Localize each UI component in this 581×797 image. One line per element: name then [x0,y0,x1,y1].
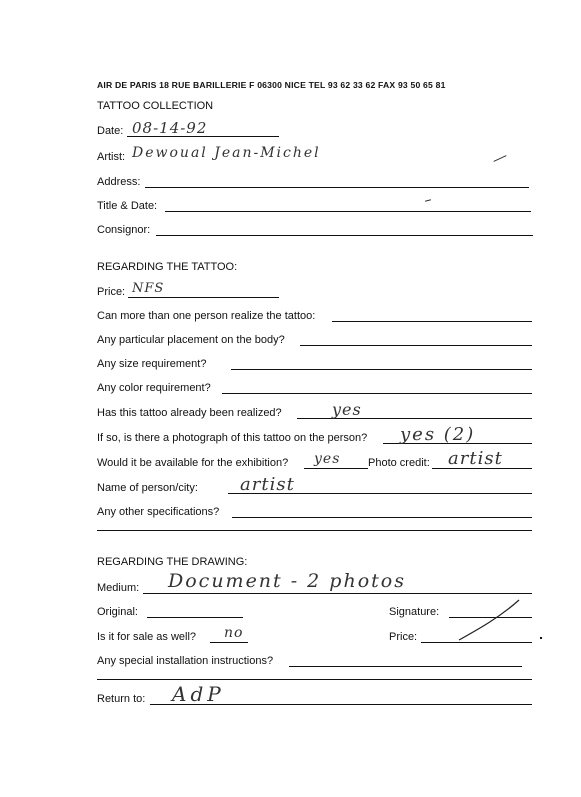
section-tattoo-heading: REGARDING THE TATTOO: [97,261,238,273]
q-realized-value: yes [332,400,362,419]
q-color-label: Any color requirement? [97,382,211,394]
q-multiple-label: Can more than one person realize the tattoo: [97,310,316,322]
q-size-line[interactable] [231,369,532,370]
consignor-line[interactable] [156,235,533,236]
q-other-label: Any other specifications? [97,506,220,518]
q-placement-line[interactable] [300,345,532,346]
q-photo-label: If so, is there a photograph of this tattoo on the person? [97,432,368,444]
original-label: Original: [97,606,138,618]
pen-mark [425,199,431,202]
person-city-label: Name of person/city: [97,482,198,494]
photo-credit-value: artist [448,448,503,469]
section-drawing-heading: REGARDING THE DRAWING: [97,556,248,568]
price-value: NFS [132,281,165,296]
for-sale-label: Is it for sale as well? [97,631,197,643]
q-exhibition-value: yes [314,451,341,467]
title-date-label: Title & Date: [97,200,158,212]
title-date-line[interactable] [165,211,531,212]
installation-line-2[interactable] [97,679,532,680]
stray-dot [540,637,542,639]
return-to-label: Return to: [97,693,146,705]
consignor-label: Consignor: [97,224,151,236]
q-size-label: Any size requirement? [97,358,207,370]
q-other-line-2[interactable] [97,530,532,531]
medium-line[interactable] [143,593,532,594]
q-realized-label: Has this tattoo already been realized? [97,407,282,419]
for-sale-line[interactable] [210,642,248,643]
q-photo-value: yes (2) [400,424,476,445]
installation-line[interactable] [289,666,522,667]
return-to-value: AdP [172,682,225,706]
price-label: Price: [97,286,126,298]
for-sale-value: no [224,625,244,641]
q-exhibition-label: Would it be available for the exhibition? [97,457,289,469]
date-label: Date: [97,125,124,137]
medium-label: Medium: [97,582,140,594]
q-multiple-line[interactable] [332,321,532,322]
q-other-line[interactable] [232,517,532,518]
date-value: 08-14-92 [132,119,208,137]
form-title: TATTOO COLLECTION [97,100,214,112]
artist-label: Artist: [97,151,126,163]
address-line[interactable] [145,187,529,188]
drawing-price-label: Price: [389,631,418,643]
signature-label: Signature: [389,606,440,618]
installation-label: Any special installation instructions? [97,655,274,667]
q-color-line[interactable] [222,393,532,394]
q-exhibition-line[interactable] [304,468,368,469]
original-line[interactable] [147,617,243,618]
photo-credit-label: Photo credit: [368,457,430,469]
pen-mark [493,155,506,162]
person-city-value: artist [240,474,295,495]
artist-value: Dewoual Jean-Michel [132,145,321,161]
medium-value: Document - 2 photos [168,570,406,592]
price-line[interactable] [128,297,279,298]
address-label: Address: [97,176,141,188]
signature-scribble [455,598,525,644]
q-placement-label: Any particular placement on the body? [97,334,285,346]
letterhead: AIR DE PARIS 18 RUE BARILLERIE F 06300 NICE TEL 93 62 33 62 FAX 93 50 65 81 [97,80,446,90]
